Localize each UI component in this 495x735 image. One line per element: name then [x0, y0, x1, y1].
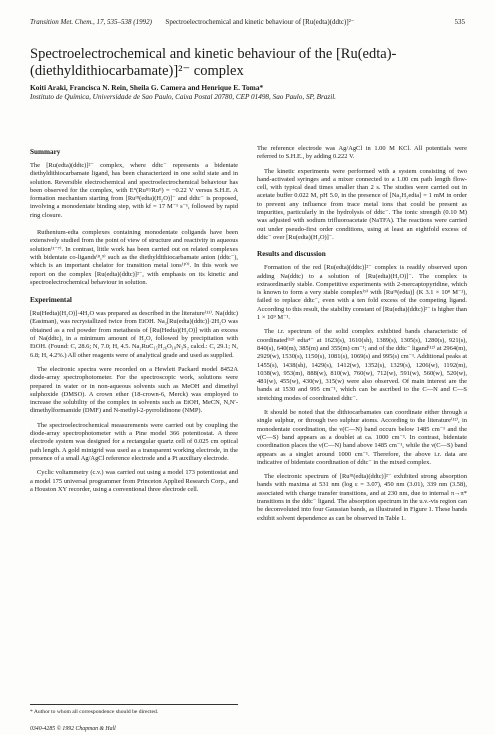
experimental-paragraph-2: The electronic spectra were recorded on a Hewlett Packard model 8452A diode-array spectrophotometer. For the spectroscopic work, solutions were prepared in water or in non-aqueous solvents such as MeOH and dimethyl sulphoxide (DMSO). A crown ether (18-crown-6, Merck) was employed to increase the solubility of the complex in solvents such as EtOH, MeCN, N,N′-dimethylformamide (DMF) and N-methyl-2-pyrrolidinone (NMP).	[30, 365, 238, 415]
results-paragraph-4: The electronic spectrum of [Ruᴵᴵᴵ(edta)(ddtc)]²⁻ exhibited strong absorption bands with maxima at 531 nm (log ε = 3.07), 450 nm (3.01), 339 nm (3.58), associated with charge transfer transitions, and at 230 nm, due to internal π→π* transitions in the ddtc⁻ ligand. The absorption spectrum in the u.v.-vis region can be deconvoluted into four Gaussian bands, as illustrated in Figure 1. These bands exhibit solvent dependence as can be observed in Table 1.	[257, 473, 467, 522]
intro-paragraph: Ruthenium-edta complexes containing monodentate coligands have been extensively studied from the point of view of structure and reactivity in aqueous solution⁽¹⁻⁷⁾. In contrast, little work has been carried out on related complexes with bidentate co-ligands⁽⁸,⁹⁾ such as the diethyldithiocarbamate anion (ddtc⁻), which is an important chelator for transition metal ions⁽¹⁰⁾. In this work we report on the complex [Ru(edta)(ddtc)]²⁻, with emphasis on its kinetic and spectroelectrochemical behaviour in solution.	[30, 229, 238, 286]
copyright-line: 0340-4285 © 1992 Chapman & Hall	[30, 726, 116, 732]
page-number: 535	[454, 18, 465, 26]
authors: Koiti Araki, Francisca N. Rein, Sheila G. Camera and Henrique E. Toma*	[30, 83, 264, 92]
running-title: Spectroelectrochemical and kinetic behaviour of [Ru(edta)(ddtc)]²⁻	[165, 18, 355, 26]
journal-citation: Transition Met. Chem., 17, 535–538 (1992)	[30, 18, 152, 26]
summary-heading: Summary	[30, 148, 61, 156]
results-paragraph-3: It should be noted that the dithiocarbamates can coordinate either through a single sulphur, or through two sulphur atoms. According to the literature⁽¹²⁾, in monodentate coordination, the ν(C—N) band occurs below 1485 cm⁻¹ and the ν(C—S) band appears as a doublet at ca. 1000 cm⁻¹. In contrast, bidentate coordination places the ν(C—N) band above 1485 cm⁻¹, while the ν(C—S) band appears as a singlet around 1000 cm⁻¹. Therefore, the above i.r. data are indicative of bidentate coordination of ddtc⁻ in the mixed complex.	[257, 409, 467, 466]
experimental-heading: Experimental	[30, 296, 72, 305]
experimental-paragraph-1: [Ru(Hedta)(H₂O)]·4H₂O was prepared as described in the literature⁽¹¹⁾. Na(ddtc) (Eastman), was recrystallized twice from EtOH. Na₂[Ru(edta)(ddtc)]·2H₂O was obtained as a red powder from metathesis of [Ru(Hedta)(H₂O)] with an excess of Na(ddtc), in a minimum amount of H₂O, followed by precipitation with EtOH. (Found: C, 28.6; N, 7.0; H, 4.5. Na₂RuC₁₅H₂₆O₁₀N₃S₂ calcd.: C, 29.1; N, 6.8; H, 4.2%.) All other reagents were of analytical grade and used as supplied.	[30, 310, 238, 359]
method-paragraph-1: The reference electrode was Ag/AgCl in 1.00 M KCl. All potentials were referred to S.H.E., by adding 0.222 V.	[257, 145, 467, 161]
experimental-paragraph-3: The spectroelectrochemical measurements were carried out by coupling the diode-array spectrophotometer with a Pine model 366 potentiostat. A three electrode system was designed for a rectangular quartz cell of 0.025 cm optical path length. A gold minigrid was used as a transparent working electrode, in the presence of a small Ag/AgCl reference electrode and a Pt auxiliary electrode.	[30, 421, 238, 462]
results-heading: Results and discussion	[257, 250, 326, 259]
summary-text: The [Ru(edta)(ddtc)]²⁻ complex, where ddtc⁻ represents a bidentate diethyldithiocarbamate ligand, has been characterized in one solid state and in solution. Reversible electrochemical and spectroelectrochemical behaviour has been observed for the complex, with E°(Ruᴵᴵᴵ/Ruᴵᴵ) = −0.22 V versus S.H.E. A formation mechanism starting from [Ruᴵᴵᴵ(edta)(H₂O)]⁻ and ddtc⁻ is proposed, involving a monodentate binding step, with kf = 17 M⁻¹ s⁻¹, followed by rapid ring closure.	[30, 162, 238, 219]
article-title: Spectroelectrochemical and kinetic behaviour of the [Ru(edta)-(diethyldithiocarbamate)]²⁻ complex	[30, 46, 397, 79]
affiliation: Instituto de Química, Universidade de Sao Paulo, Caixa Postal 20780, CEP 01498, Sao Paulo, SP, Brazil.	[30, 93, 336, 101]
results-paragraph-2: The i.r. spectrum of the solid complex exhibited bands characteristic of coordinated⁽¹²⁾ edta⁴⁻ at 1623(s), 1610(sh), 1389(s), 1305(s), 1280(s), 921(s), 840(s), 640(m), 385(m) and 355(m) cm⁻¹; and of the ddtc⁻ ligand⁽¹²⁾ at 2964(m), 2929(w), 1530(s), 1150(s), 1081(s), 1069(s) and 995(s) cm⁻¹. Additional peaks at 1455(s), 1438(sh), 1429(s), 1412(w), 1352(s), 1329(s), 1206(w), 1192(m), 1038(w), 953(m), 888(w), 810(w), 760(w), 712(w), 591(w), 560(w), 520(w), 481(w), 455(w), 430(w), 315(w) were also observed. Of main interest are the bands at 1530 and 995 cm⁻¹, which can be ascribed to the C—N and C—S stretching modes of coordinated ddtc⁻.	[257, 328, 467, 402]
footnote-rule	[30, 704, 238, 705]
results-paragraph-1: Formation of the red [Ru(edta)(ddtc)]²⁻ complex is readily observed upon adding Na(ddtc) to a solution of [Ru(edta)(H₂O)]⁻. The complex is extraordinarily stable. Competitive experiments with 2-mercaptopyridine, which is known to form a very stable complex⁽⁹⁾ with [Ruᴵᴵᴵ(edta)] (K 3.1 × 10⁸ M⁻¹), failed to replace ddtc⁻, even with a ten fold excess of the competing ligand. According to this result, the stability constant of [Ru(edta)(ddtc)]²⁻ is higher than 1 × 10⁹ M⁻¹.	[257, 264, 467, 322]
experimental-paragraph-4: Cyclic voltammetry (c.v.) was carried out using a model 173 potentiostat and a model 175 universal programmer from Princeton Applied Research Corp., and a Houston XY recorder, using a conventional three electrode cell.	[30, 469, 238, 493]
method-paragraph-2: The kinetic experiments were performed with a system consisting of two hand-activated syringes and a mixer connected to a 1.00 cm path length flow-cell, with typical dead times smaller than 2 s. The studies were carried out in acetate buffer 0.022 M, pH 5.0, in the presence of [Na₂H₂edta] = 1 mM in order to prevent any influence from trace metal ions that could be present as impurities, particularly in the hydrolysis of ddtc⁻. The ionic strength (0.10 M) was adjusted with sodium trifluoroacetate (NaTFA). The reactions were carried out under pseudo-first order conditions, using at least an eightfold excess of ddtc⁻ over [Ru(edta)(H₂O)]⁻.	[257, 167, 467, 241]
footnote: * Author to whom all correspondence should be directed.	[30, 709, 159, 715]
left-column	[30, 148, 238, 500]
running-head	[30, 18, 465, 27]
right-column	[257, 145, 467, 529]
summary-section	[30, 148, 238, 220]
